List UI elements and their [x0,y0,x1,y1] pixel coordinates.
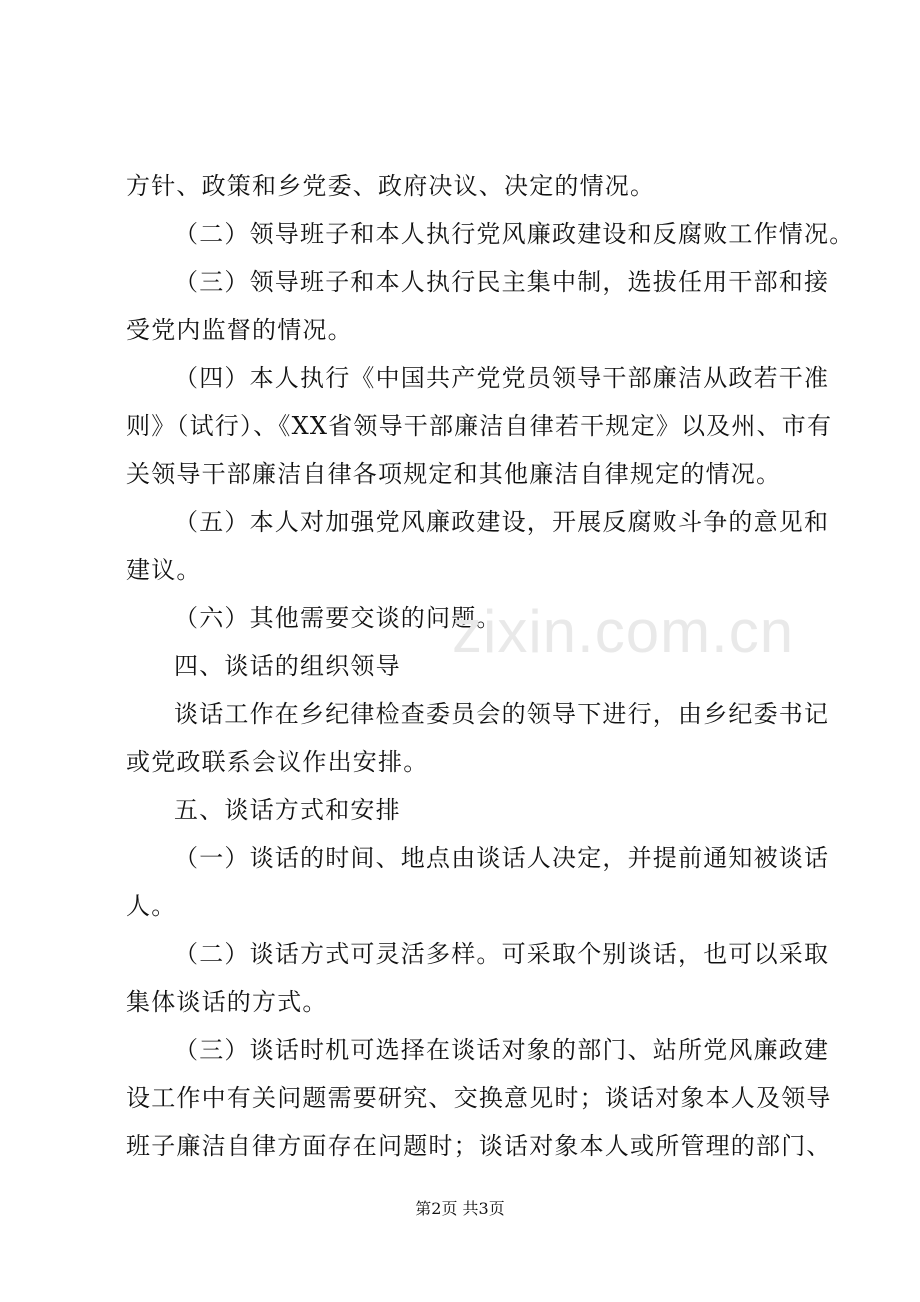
body-line-8: （五）本人对加强党风廉政建设，开展反腐败斗争的意见和 [174,508,830,536]
body-line-7: 关领导干部廉洁自律各项规定和其他廉洁自律规定的情况。 [126,460,782,488]
body-line-4: 受党内监督的情况。 [126,316,353,344]
section-heading-5: 五、谈话方式和安排 [174,796,401,824]
body-line-16: 人。 [126,892,177,920]
body-line-19: （三）谈话时机可选择在谈话对象的部门、站所党风廉政建 [174,1036,830,1064]
section-heading-4: 四、谈话的组织领导 [174,652,401,680]
body-line-10: （六）其他需要交谈的问题。 [174,604,502,632]
body-line-3: （三）领导班子和本人执行民主集中制，选拔任用干部和接 [174,268,830,296]
body-line-6: 则》（试行）、《XX省领导干部廉洁自律若干规定》以及州、市有 [126,412,833,440]
page-footer: 第2页 共3页 [415,1199,505,1218]
watermark: zixin.com.cn [452,598,795,665]
body-line-13: 或党政联系会议作出安排。 [126,748,429,776]
body-line-2: （二）领导班子和本人执行党风廉政建设和反腐败工作情况。 [174,220,855,248]
body-line-9: 建议。 [126,556,202,584]
body-line-5: （四）本人执行《中国共产党党员领导干部廉洁从政若干准 [174,364,830,392]
body-line-21: 班子廉洁自律方面存在问题时；谈话对象本人或所管理的部门、 [126,1132,832,1160]
body-line-17: （二）谈话方式可灵活多样。可采取个别谈话，也可以采取 [174,940,830,968]
body-line-18: 集体谈话的方式。 [126,988,328,1016]
body-line-15: （一）谈话的时间、地点由谈话人决定，并提前通知被谈话 [174,844,830,872]
body-line-1: 方针、政策和乡党委、政府决议、决定的情况。 [126,172,656,200]
body-line-20: 设工作中有关问题需要研究、交换意见时；谈话对象本人及领导 [126,1084,832,1112]
body-line-12: 谈话工作在乡纪律检查委员会的领导下进行，由乡纪委书记 [174,700,830,728]
